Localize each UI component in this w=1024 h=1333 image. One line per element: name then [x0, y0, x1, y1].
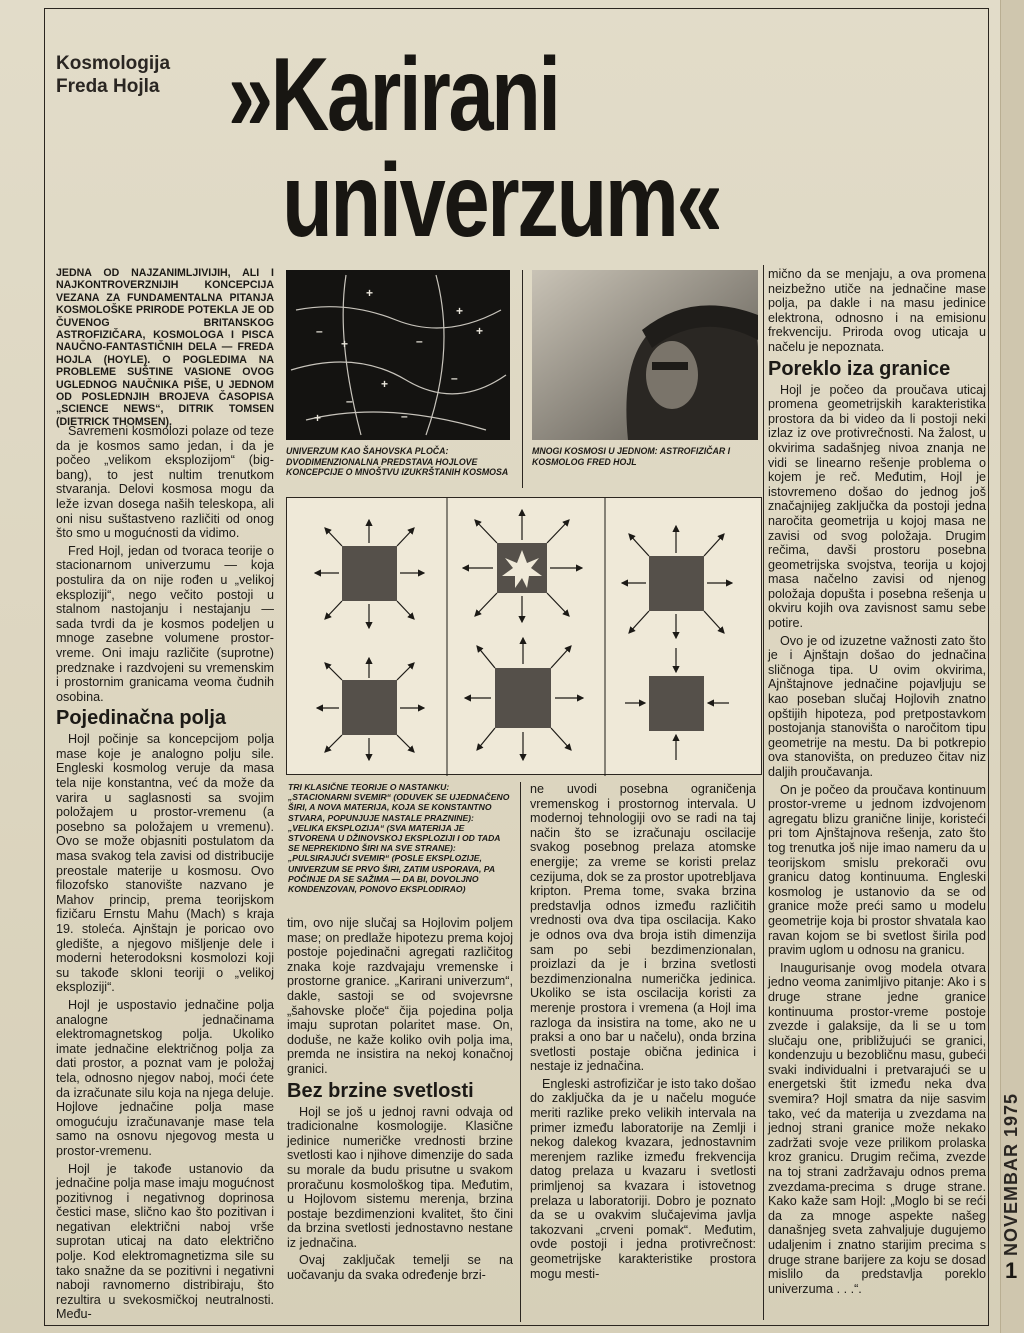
subheading: Bez brzine svetlosti — [287, 1079, 474, 1102]
paragraph: Ovaj zaključak temelji se na uočavanju da svaka određenje brzi- — [287, 1253, 513, 1283]
column-rule — [763, 265, 764, 1320]
paragraph: Hojl je uspostavio jednačine polja analogne jednačinama elektromagnetskog polja. Ukoliko imate jednačine električnog polja za dati prostor, a poznat vam je položaj tela, odnosno njegov naboj, moći ćete da izračunate silu koja na njega deluje. Hojlove jednačine polja mase omogućuju izračunavanje mase tela samo na osnovu njegovog mesta u prostor-vremenu. — [56, 997, 274, 1158]
svg-text:–: – — [451, 371, 458, 385]
svg-text:–: – — [401, 409, 408, 423]
article-column-3 — [530, 782, 756, 1284]
three-theories-diagram — [286, 497, 762, 775]
svg-text:–: – — [416, 334, 423, 348]
caption-three-theories: TRI KLASIČNE TEORIJE O NASTANKU: „STACIONARNI SVEMIR“ (ODUVEK SE UJEDNAČENO ŠIRI, A NOVA MATERIJA, KOJA SE KONSTANTNO STVARA, POPUNJUJE NASTALE PRAZNINE): „VELIKA EKSPLOZIJA“ (SVA MATERIJA JE STVORENA U DŽINOVSKOJ EKSPLOZIJI I OD TADA SE NEPREKIDNO ŠIRI NA SVE STRANE): „PULSIRAJUĆI SVEMIR“ (POSLE EKSPLOZIJE, UNIVERZUM SE PRVO ŠIRI, ZATIM USPORAVA, PA POČINJE DA SE SAŽIMA — DA BI, DOVOLJNO KONDENZOVAN, PONOVO EKSPLODIRAO) — [288, 782, 510, 895]
paragraph: Inaugurisanje ovog modela otvara jedno veoma zanimljivo pitanje: Ako i s druge strane jedne granice kontinuuma prostor-vreme postoje zvezde i galaksije, da li se u tom slučaju one, približujući se granici, kondenzuju u bezobličnu masu, gubeći svaki individualni i pretvarajući se u energetski štit između neka dva svemira? Hojl smatra da nije sasvim tako, već da materija u zvezdama na jednoj strani granice može nekako zadržati svoje veze prilikom prolaska kroz granicu. Drugim rečima, zvezde na toj strani zadržavaju odnos prema zvezdama-precima s druge strane. Kako kaže sam Hojl: „Moglo bi se reći da za mnoge aspekte našeg današnjeg sveta zahvaljuje dugujemo udaljenim i znatno starijim precima s druge strane barijere za koju se dosad mislilo da predstavlja poreklo univerzuma . . .“. — [768, 960, 986, 1296]
svg-text:+: + — [314, 411, 322, 425]
svg-text:+: + — [381, 377, 389, 391]
headline-line-2: univerzum« — [282, 143, 721, 259]
article-column-1 — [56, 424, 274, 1325]
svg-text:+: + — [341, 337, 349, 351]
caption-portrait: MNOGI KOSMOSI U JEDNOM: ASTROFIZIČAR I KOSMOLOG FRED HOJL — [532, 446, 731, 467]
paragraph: mično da se menjaju, a ova promena neizbežno utiče na jednačine mase polja, pa dakle i na masu jedinice elektrona, odnosno i na emisionu frekvenciju. Priroda ovog uticaja u načelu je nepoznata. — [768, 267, 986, 354]
paragraph: Engleski astrofizičar je isto tako došao do zaključka da je u načelu moguće meriti razlike preko velikih intervala na primer između laboratorije na Zemlji i nekog dalekog kvazara, jednostavnim merenjem razlike između frekvencija datog prelaza u kvazaru i svetlosti primljenoj sa kvazara i istovetnog prelaza u laboratoriji. Dobro je poznato da se u ovakvim slučajevima javlja takozvani „crveni pomak“. Međutim, ovde postoji i jedna protivrečnost: geometrijske karakteristike prostora mogu mesti- — [530, 1076, 756, 1281]
paragraph: Ovo je od izuzetne važnosti zato što je i Ajnštajn došao do jednačina sličnoga tipa. U ovim okvirima, Ajnštajnove jednačine pojavljuju se kao poseban slučaj Hojlovih znatno opštijih hipoteza, pod pretpostavkom postojanja stanovišta o naročitom tipu geometrije na mestu. Da bi potkrepio ova stanovišta, on preduzeo čitav niz daljih proučavanja. — [768, 633, 986, 779]
fred-hoyle-portrait-image — [532, 270, 758, 440]
svg-text:+: + — [366, 286, 374, 300]
column-rule — [520, 782, 521, 1322]
theories-illustration — [287, 498, 763, 776]
lead-paragraph: JEDNA OD NAJZANIMLJIVIJIH, ALI I NAJKONTROVERZNIJIH KONCEPCIJA VEZANA ZA FUNDAMENTALNA PITANJA KOSMOLOŠKE PRIRODE POTEKLA JE OD ČUVENOG BRITANSKOG ASTROFIZIČARA, KOSMOLOGA I PISCA NAUČNO-FANTASTIČNIH DELA — FREDA HOJLA (HOYLE). O POGLEDIMA NA PROBLEME SUŠTINE VASIONE OVOG UGLEDNOG NAUČNIKA PIŠE, U JEDNOM OD POSLEDNJIH BROJEVA ČASOPISA „SCIENCE NEWS“, DITRIK TOMSEN (DIETRICK THOMSEN). — [56, 267, 274, 428]
paragraph: On je počeo da proučava kontinuum prostor-vreme u jednom izdvojenom agregatu blizu granične linije, koristeći pri tom Ajnštajnova rešenja, zato što tog trenutka još nije imao nameru da u teorijskom smislu prekorači ovu granicu datog kontinuuma. Engleski kosmolog je ustanovio da se od granice može preći samo u modelu geometrije koja bi prostor shvatala kao ravan kojom se bi svetlost širila pod pravim uglom u odnosu na granicu. — [768, 782, 986, 958]
caption-chessboard: UNIVERZUM KAO ŠAHOVSKA PLOČA: DVODIMENZIONALNA PREDSTAVA HOJLOVE KONCEPCIJE O MNOŠTVU IZUKRŠTANIH KOSMOSA — [286, 446, 509, 478]
kicker-line-2: Freda Hojla — [56, 76, 160, 97]
paragraph: Hojl se još u jednoj ravni odvaja od tradicionalne kosmologije. Klasične jedinice numeričke vrednosti brzine svetlosti kao i njihove dimenzije do sada su morale da budu prisutne u svakom proračunu kosmološkog tipa. Međutim, u Hojlovom sistemu merenja, brzina postaje bezdimenzioni kvalitet, što čini da brzina svetlosti jednostavno nestane iz jednačina. — [287, 1104, 513, 1250]
paragraph: Hojl je takođe ustanovio da jednačine polja mase imaju mogućnost pozitivnog i negativnog doprinosa čestici mase, slično kao što pozitivan i negativan električni naboj vrše suprotan uticaj na dato električno polje. Kod elektromagnetizma sile su tako snažne da se pozitivni i negativni naboji ravnomerno distribiraju, što rezultira u svekosmičkoj neutralnosti. Među- — [56, 1161, 274, 1322]
subheading: Pojedinačna polja — [56, 707, 227, 730]
paragraph: Hojl je počeo da proučava uticaj promena geometrijskih karakteristika prostora da bi video da li postoji neki izlaz iz ove protivrečnosti. Na žalost, u okvirima sadašnjeg nivoa znanja ne vidi se linearno rešenje problema o kojem je reč. Međutim, Hojl je istovremeno došao do jednog još značajnijeg zaključka da postoji jedna naročita geometrija u kojoj masa ne zavisi od svog položaja. Drugim rečima, davši prostoru posebna geometrijska svojstva, teorija u kojoj masa načelno zavisi od njenog položaja dopušta i posebna rešenja u okviru kojih ova zavisnost samu sebe potire. — [768, 382, 986, 631]
paragraph: ne uvodi posebna ograničenja vremenskog i prostornog intervala. U modernoj tehnologiji ovo se radi na taj način što se izračunaju oscilacije svakog posebnog prelaza atomske energije; za vreme se koristi prelaz cezijuma, dok se za prostor upotrebljava kripton. Prema tome, svaka brzina predstavlja odnos između različitih vrednosti ova dva tipa oscilacija. Kako je odnos ova dva broja istih dimenzija sam po sebi bezdimenzionalan, proizlazi da je i brzina svetlosti bezdimenzionalna numerička jedinica. Ukoliko se ista oscilacija koristi za merenje prostora i vremena (a Hojl ima razloga da insistira na tome, ako ne u praksi a ono bar u načelu), onda brzina svetlosti postaje obična jedinica i nestaje iz jednačina. — [530, 782, 756, 1074]
article-column-2 — [287, 916, 513, 1286]
svg-text:–: – — [346, 394, 353, 408]
headline-line-1: »Karirani — [228, 37, 559, 153]
svg-text:–: – — [316, 324, 323, 338]
kicker — [56, 52, 170, 98]
subheading: Poreklo iza granice — [768, 357, 951, 380]
kicker-line-1: Kosmologija — [56, 53, 171, 74]
paragraph: Savremeni kosmolozi polaze od teze da je kosmos samo jedan, i da je počeo „velikom eksplozijom“ (big-bang), to jest nultim trenutkom stvaranja. Delovi kosmosa mogu da leže izvan dosega naših teleskopa, ali oni nisu suštastveno različiti od onog što smo u mogućnosti da vidimo. — [56, 424, 274, 541]
paragraph: Hojl počinje sa koncepcijom polja mase koje je analogno polju sile. Engleski kosmolog veruje da masa tela nije konstantna, već da može da varira u saglasnosti sa svojim položajem u prostor-vremenu (a posebno sa položajem u vremenu). Ovo se može objasniti postulatom da masa svakog tela zavisi od distribucije preostale materije u kosmosu. Ovo filozofsko stanovište nazvano je Mahov princip, prema teorijskom fizičaru Ernstu Mahu (Mach) s kraja 19. stoleća. Ajnštajn je poricao ovo gledište, a njegovo mišljenje dele i moderni heterodoksni kosmolozi koji su takođe skloni teoriji o „velikoj eksploziji“. — [56, 732, 274, 995]
column-rule — [522, 270, 523, 488]
svg-text:+: + — [456, 304, 464, 318]
issue-date-vertical: NOVEMBAR 1975 — [1001, 1092, 1021, 1256]
paragraph: Fred Hojl, jedan od tvoraca teorije o stacionarnom univerzumu — koja postulira da on nije rođen u „velikoj eksploziji“, nego večito postoji u stalnom nastojanju i nestajanju — sada tvrdi da je kosmos podeljen u mnoge zasebne volumene prostor-vreme. Oni imaju različite (suprotne) predznake i razdvojeni su vremenskim i prostornim granicama veoma čudnih osobina. — [56, 543, 274, 704]
svg-text:+: + — [476, 324, 484, 338]
page-number: 1 — [1005, 1258, 1018, 1283]
chessboard-universe-image — [286, 270, 510, 440]
article-column-4 — [768, 267, 986, 1299]
paragraph: tim, ovo nije slučaj sa Hojlovim poljem mase; on predlaže hipotezu prema kojoj postoje pojedinačni agregati različitog znaka koje razdvajaju vremenske i prostorne granice. „Karirani univerzum“, dakle, sastoji se od svojevrsne „šahovske ploče“ čija pojedina polja imaju suprotan polaritet mase. On, doduše, ne kaže koliko ovih polja ima, premda ne insistira na nekoj konačnoj granici. — [287, 916, 513, 1076]
